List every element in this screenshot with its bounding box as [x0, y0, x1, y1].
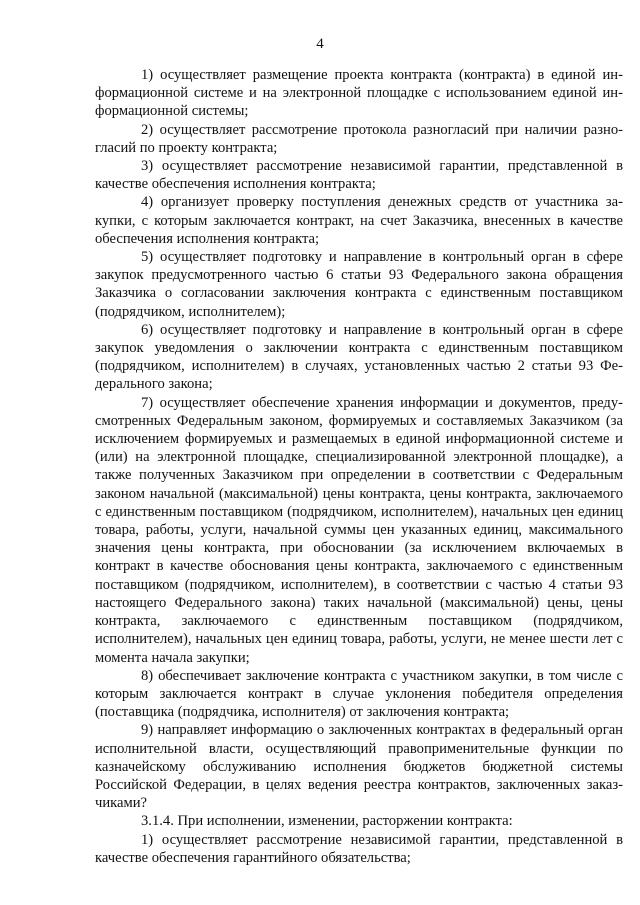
page-number: 4: [316, 36, 324, 52]
paragraph-item-5: 5) осуществляет подготовку и направление в контрольный орган в сфере закупок предусмотренного частью 6 статьи 93 Федерального закона обращения Заказчика о согласовании заключения контракта с единственным поставщиком (подрядчиком, исполнителем);: [95, 249, 623, 320]
paragraph-item-3: 3) осуществляет рассмотрение независимой гарантии, представленной в качестве обеспечения исполнения контракта;: [95, 158, 623, 193]
paragraph-item-7: 7) осуществляет обеспечение хранения информации и документов, предусмотренных Федеральным законом, формируемых и составляемых Заказчиком (за исключением формируемых и размещаемых в единой информационной системе и (или) на электронной площадке, специализированной электронной площадке), а также полученных Заказчиком при определении в соответствии с Федеральным законом начальной (максимальной) цены контракта, цены контракта, заключаемого с единственным поставщиком (подрядчиком, исполнителем), начальных цен единиц товара, работы, услуги, начальной суммы цен указанных единиц, максимального значения цены контракта, при обосновании (за исключением включаемых в контракт в качестве обоснования цены контракта, заключаемого с единственным поставщиком (подрядчиком, исполнителем), в соответствии с частью 4 статьи 93 настоящего Федерального закона) таких начальной (максимальной) цены, цены контракта, заключаемого с единственным поставщиком (подрядчиком, исполнителем), начальных цен единиц товара, работы, услуги, не менее шести лет с момента начала закупки;: [95, 394, 623, 666]
paragraph-item-4: 4) организует проверку поступления денежных средств от участника закупки, с которым заключается контракт, на счет Заказчика, внесенных в качестве обеспечения исполнения контракта;: [95, 194, 623, 247]
section-heading-3-1-4: 3.1.4. При исполнении, изменении, расторжении контракта:: [141, 813, 513, 830]
document-body: [95, 66, 623, 867]
paragraph-item-10: 1) осуществляет рассмотрение независимой гарантии, представленной в качестве обеспечения гарантийного обязательства;: [95, 831, 623, 866]
paragraph-item-9: 9) направляет информацию о заключенных контрактах в федеральный орган исполнительной власти, осуществляющий правоприменительные функции по казначейскому обслуживанию исполнения бюджетов бюджетной системы Российской Федерации, в целях ведения реестра контрактов, заключенных заказчиками?: [95, 722, 623, 812]
paragraph-item-2: 2) осуществляет рассмотрение протокола разногласий при наличии разногласий по проекту контракта;: [95, 121, 623, 156]
paragraph-item-8: 8) обеспечивает заключение контракта с участником закупки, в том числе с которым заключается контракт в случае уклонения победителя определения (поставщика (подрядчика, исполнителя) от заключения контракта;: [95, 667, 623, 721]
paragraph-item-1: 1) осуществляет размещение проекта контракта (контракта) в единой информационной системе и на электронной площадке с использованием единой информационной системы;: [95, 67, 623, 120]
paragraph-item-6: 6) осуществляет подготовку и направление в контрольный орган в сфере закупок уведомления о заключении контракта с единственным поставщиком (подрядчиком, исполнителем) в случаях, установленных частью 2 статьи 93 Федерального закона;: [95, 321, 623, 393]
